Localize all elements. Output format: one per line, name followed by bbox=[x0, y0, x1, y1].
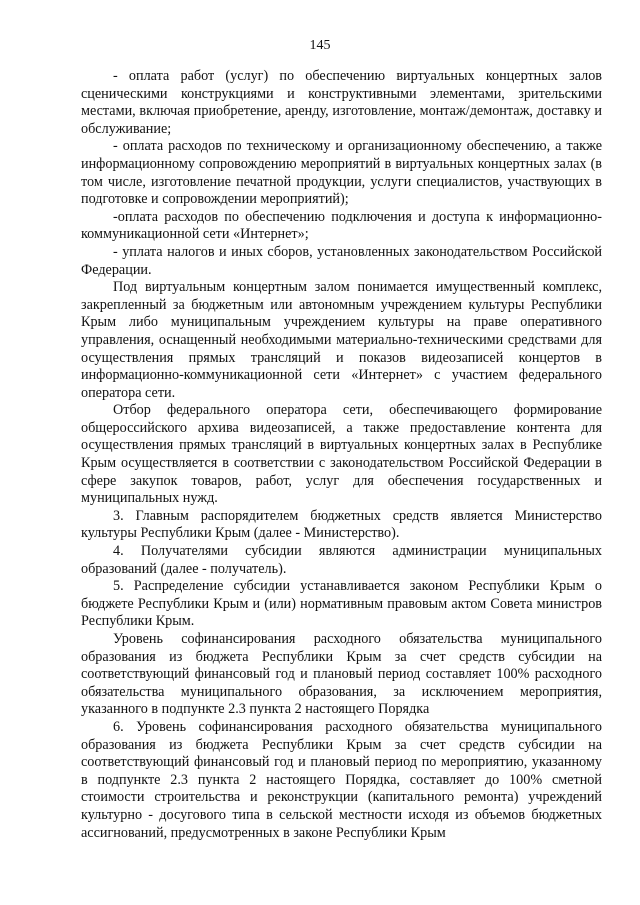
paragraph-item-6: 6. Уровень софинансирования расходного обязательства муниципального образования из бюджета Республики Крым за счет средств субсидии на соответствующий финансовый год и плановый период по мероприятию, указанному в подпункте 2.3 пункта 2 настоящего Порядка, составляет до 100% сметной стоимости строительства и реконструкции (капитального ремонта) учреждений культурно - досугового типа в сельской местности исходя из объемов бюджетных ассигнований, предусмотренных в законе Республики Крым bbox=[81, 718, 602, 841]
document-body bbox=[81, 68, 602, 842]
paragraph-cofinancing-level: Уровень софинансирования расходного обязательства муниципального образования из бюджета Республики Крым за счет средств субсидии на соответствующий финансовый год и плановый период составляет 100% расходного обязательства муниципального образования, за исключением мероприятия, указанного в подпункте 2.3 пункта 2 настоящего Порядка bbox=[81, 631, 602, 718]
paragraph-virtual-hall-definition: Под виртуальным концертным залом понимается имущественный комплекс, закрепленный за бюджетным или автономным учреждением культуры Республики Крым либо муниципальным учреждением культуры на праве оперативного управления, оснащенный необходимыми материально-техническими средствами для осуществления прямых трансляций и показов видеозаписей концертов в информационно-коммуникационной сети «Интернет» с участием федерального оператора сети. bbox=[81, 279, 602, 401]
paragraph-stage-constructions-payment: - оплата работ (услуг) по обеспечению виртуальных концертных залов сценическими конструкциями и конструктивными элементами, зрительскими местами, включая приобретение, аренду, изготовление, монтаж/демонтаж, доставку и обслуживание; bbox=[81, 68, 602, 137]
page-number: 145 bbox=[309, 38, 331, 53]
paragraph-item-4: 4. Получателями субсидии являются администрации муниципальных образований (далее - получатель). bbox=[81, 543, 602, 577]
paragraph-item-3: 3. Главным распорядителем бюджетных средств является Министерство культуры Республики Крым (далее - Министерство). bbox=[81, 507, 602, 542]
paragraph-operator-selection: Отбор федерального оператора сети, обеспечивающего формирование общероссийского архива видеозаписей, а также предоставление контента для осуществления прямых трансляций в виртуальных концертных залах в Республике Крым осуществляется в соответствии с законодательством Российской Федерации в сфере закупок товаров, работ, услуг для обеспечения государственных и муниципальных нужд. bbox=[81, 402, 602, 507]
paragraph-technical-support-payment: - оплата расходов по техническому и организационному обеспечению, а также информационному сопровождению мероприятий в виртуальных концертных залах (в том числе, изготовление печатной продукции, услуги специалистов, участвующих в подготовке и сопровождении мероприятий); bbox=[81, 138, 602, 208]
paragraph-item-5: 5. Распределение субсидии устанавливается законом Республики Крым о бюджете Республики Крым и (или) нормативным правовым актом Совета министров Республики Крым. bbox=[81, 578, 602, 630]
paragraph-taxes-payment: - уплата налогов и иных сборов, установленных законодательством Российской Федерации. bbox=[81, 243, 602, 278]
paragraph-internet-access-payment: -оплата расходов по обеспечению подключения и доступа к информационно-коммуникационной сети «Интернет»; bbox=[81, 208, 602, 243]
